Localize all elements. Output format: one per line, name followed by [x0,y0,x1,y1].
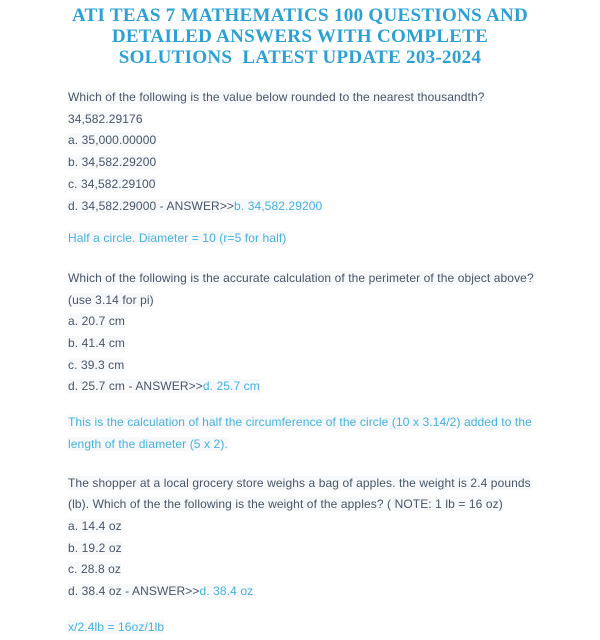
answer-text: Half a circle. Diameter = 10 (r=5 for half) [68,231,287,246]
text-line [68,434,550,456]
answer-text: x/2.4lb = 16oz/1lb [68,619,165,634]
text-line [68,494,550,516]
title-line: SOLUTIONS LATEST UPDATE 203-2024 [118,47,482,68]
text-line [68,109,550,131]
text-line [68,228,550,250]
text-line [68,617,550,639]
body-text: 34,582.29176 [68,111,143,126]
body-text: (use 3.14 for pi) [68,292,154,307]
title-line: ATI TEAS 7 MATHEMATICS 100 QUESTIONS AND [71,5,529,26]
figure-note-half-circle [68,228,550,250]
body-text: The shopper at a local grocery store weighs a bag of apples. the weight is 2.4 pounds [68,475,531,490]
text-line [68,87,550,109]
body-text: Which of the following is the value below rounded to the nearest thousandth? [68,90,485,104]
text-line [68,376,550,398]
answer-text: d. 38.4 oz [199,584,254,599]
answer-text: b. 34,582.29200 [234,198,323,213]
text-line [68,473,550,495]
body-text: c. 28.8 oz [68,562,122,577]
body-text: a. 14.4 oz [68,518,122,533]
body-text: a. 35,000.00000 [68,133,157,148]
question-2 [68,268,550,398]
document-title [0,0,600,68]
text-line [68,196,550,218]
body-text: d. 38.4 oz - ANSWER>> [68,584,200,599]
title-line: DETAILED ANSWERS WITH COMPLETE [111,26,489,47]
answer-text: d. 25.7 cm [202,379,260,394]
text-line [68,538,550,560]
body-text: d. 34,582.29000 - ANSWER>> [68,198,235,213]
text-line [68,311,550,333]
question-1 [68,87,550,217]
text-line [68,290,550,312]
body-text: c. 39.3 cm [68,357,125,372]
text-line [68,559,550,581]
text-line [68,581,550,603]
body-text: (lb). Which of the the following is the weight of the apples? ( NOTE: 1 lb = 16 oz) [68,497,503,512]
text-line [68,412,550,434]
body-text: b. 19.2 oz [68,540,122,555]
explanation-question-3 [68,617,550,639]
explanation-question-2 [68,412,550,455]
body-text: c. 34,582.29100 [68,176,156,191]
body-text: Which of the following is the accurate calculation of the perimeter of the object above? [68,270,534,285]
body-text: d. 25.7 cm - ANSWER>> [68,379,203,394]
body-text: b. 41.4 cm [68,336,126,351]
answer-text: length of the diameter (5 x 2). [68,436,228,451]
text-line [68,130,550,152]
body-text: a. 20.7 cm [68,314,126,329]
answer-text: This is the calculation of half the circumference of the circle (10 x 3.14/2) added to the [68,415,532,430]
question-3 [68,473,550,603]
text-line [68,152,550,174]
text-line [68,268,550,290]
document-body [0,68,600,638]
body-text: b. 34,582.29200 [68,155,157,170]
text-line [68,516,550,538]
text-line [68,333,550,355]
text-line [68,174,550,196]
text-line [68,355,550,377]
